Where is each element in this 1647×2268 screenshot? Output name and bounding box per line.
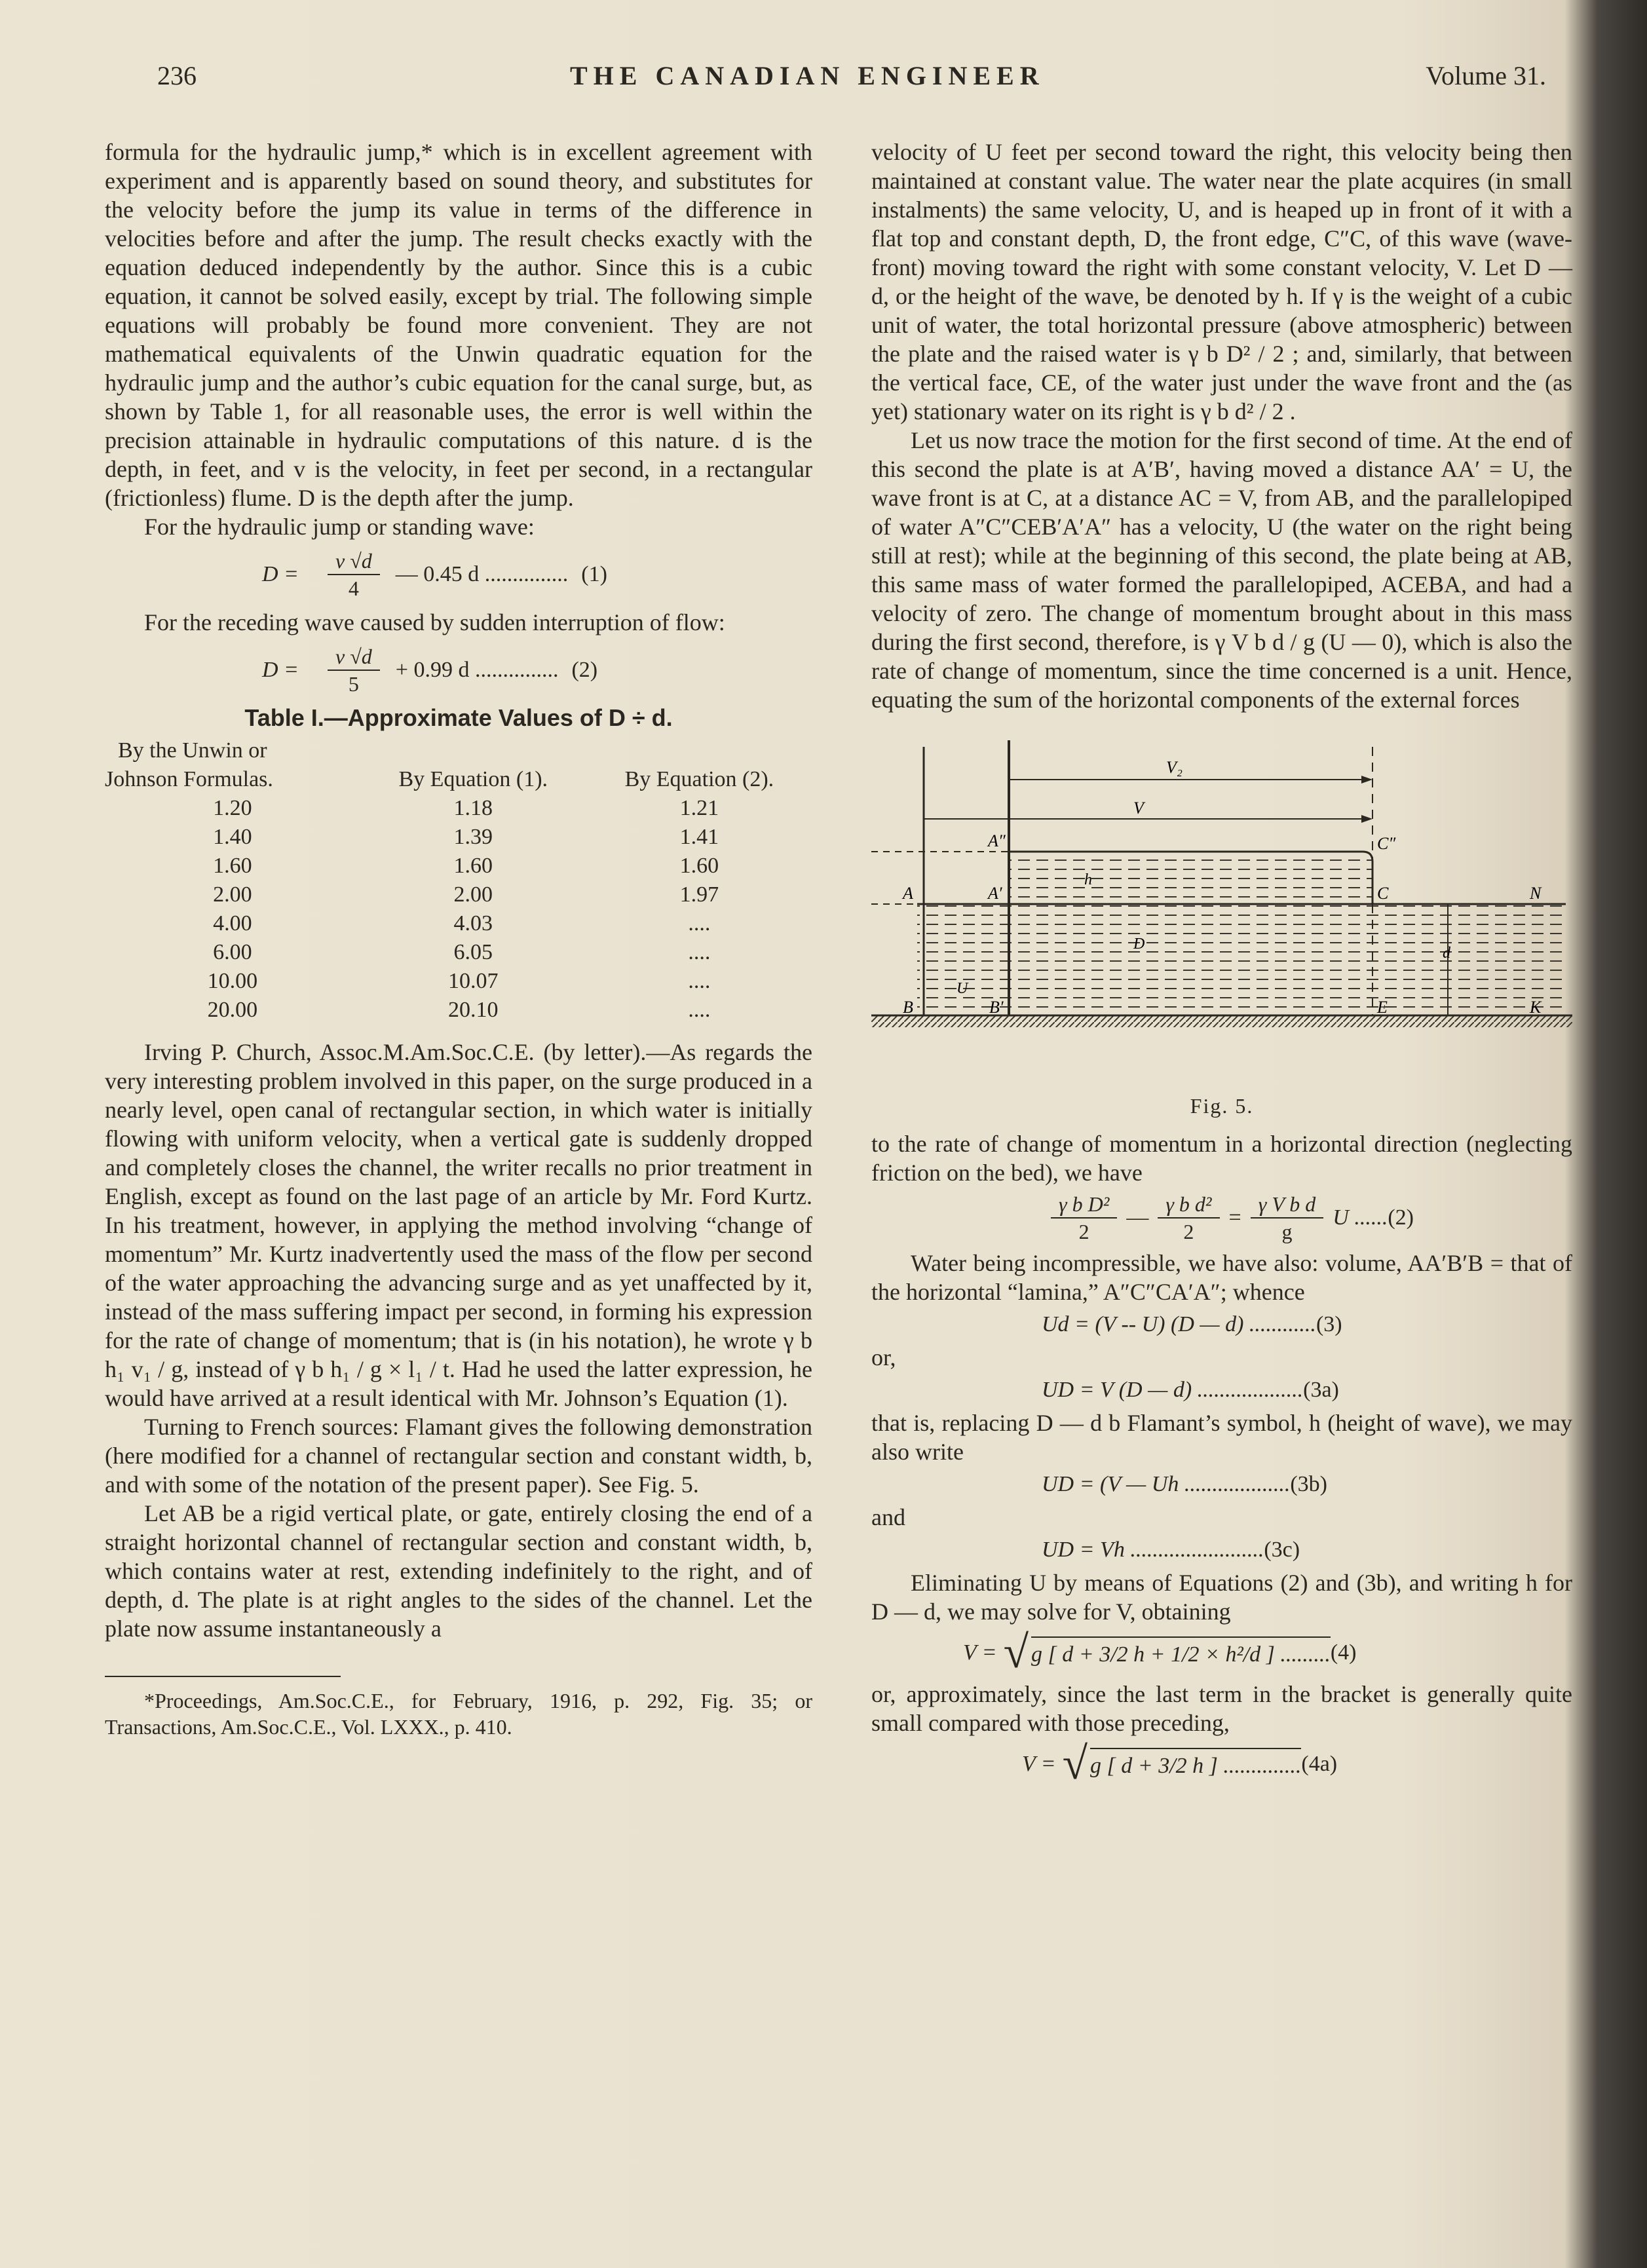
equation-4a — [1022, 1741, 1572, 1787]
label-N: N — [1530, 884, 1542, 903]
table-row — [105, 880, 812, 909]
equation-3a — [1042, 1376, 1572, 1405]
label-A: A — [903, 884, 913, 903]
table-row — [105, 794, 812, 823]
table-header-cell: By Equation (2). — [624, 767, 774, 791]
radical-sign: √ — [1003, 1627, 1029, 1678]
equation-body: UD = Vh ........................ — [1042, 1538, 1264, 1562]
fraction-numerator: γ b d² — [1158, 1191, 1219, 1219]
label-h: h — [1084, 871, 1092, 888]
table-cell: 2.00 — [213, 882, 252, 907]
paragraph: velocity of U feet per second toward the right, this velocity being then maintained at constant value. The water near the plate acquires (in small instalments) the same velocity, U, and is heaped up in front of it with a flat top and constant depth, D, the front edge, C″C, of this wave (wave-front) moving toward the right with some constant velocity, V. Let D — d, or the height of the wave, be denoted by h. If γ is the weight of a cubic unit of water, the total horizontal pressure (above atmospheric) between the plate and the raised water is γ b D² / 2 ; and, similarly, that between the vertical face, CE, of the water just under the wave front and the (as yet) stationary water on its right is γ b d² / 2 . — [871, 139, 1572, 425]
table-cell: 4.00 — [213, 911, 252, 936]
label-D: D — [1133, 936, 1145, 953]
fraction — [328, 548, 380, 601]
fraction-denominator: 4 — [348, 576, 359, 600]
equation-lhs: V = — [1022, 1752, 1056, 1776]
equation-3 — [1042, 1310, 1572, 1339]
equation-body: g [ d + 3/2 h + 1/2 × h²/d ] ......... — [1031, 1636, 1331, 1669]
table-cell: 1.18 — [453, 796, 493, 820]
table-cell: 1.40 — [213, 825, 252, 849]
fraction — [1158, 1191, 1219, 1245]
footnote-rule — [105, 1676, 341, 1677]
table-cell: .... — [688, 969, 711, 993]
equation-number: (1) — [581, 562, 607, 586]
paragraph: Irving P. Church, Assoc.M.Am.Soc.C.E. (by letter).—As regards the very interesting problem involved in this paper, on the surge produced in a nearly level, open canal of rectangular section, in which water is initially flowing with uniform velocity, when a vertical gate is suddenly dropped and completely closes the channel, the writer recalls no prior treatment in English, except as found on the last page of an article by Mr. Ford Kurtz. In his treatment, however, in applying the method involving “change of momentum” Mr. Kurtz inadvertently used the mass of the flow per second of the water approaching the advancing surge and as yet unaffected by it, instead of the mass suffering impact per second, in forming his expression for the rate of change of momentum; that is (in his notation), he wrote γ b h₁ v₁ / g, instead of γ b h₁ / g × l₁ / t. Had he used the latter expression, he would have arrived at a result identical with Mr. Johnson’s Equation (1). — [105, 1039, 812, 1411]
table-header-row — [105, 736, 812, 765]
fraction — [328, 643, 380, 697]
paragraph: that is, replacing D — d b Flamant’s symbol, h (height of wave), we may also write — [871, 1410, 1572, 1465]
label-A2: A″ — [988, 831, 1006, 850]
table-row — [105, 938, 812, 967]
table-cell: 1.60 — [213, 854, 252, 878]
equation-2 — [262, 643, 812, 697]
paragraph: formula for the hydraulic jump,* which is in excellent agreement with experiment and is apparently based on sound theory, and substitutes for the velocity before the jump its value in terms of the difference in velocities before and after the jump. The result checks exactly with the equation deduced independently by the author. Since this is a cubic equation, it cannot be solved easily, except by trial. The following simple equations will probably be found more convenient. They are not mathematical equivalents of the Unwin quadratic equation for the hydraulic jump and the author’s cubic equation for the canal surge, but, as shown by Table 1, for all reasonable uses, the error is well within the precision attainable in hydraulic computations of this nature. d is the depth, in feet, and v is the velocity, in feet per second, in a rectangular (frictionless) flume. D is the depth after the jump. — [105, 139, 812, 511]
connector-text: or, — [871, 1344, 896, 1370]
equation-number: (4a) — [1301, 1752, 1338, 1776]
equation-number: (3c) — [1264, 1538, 1300, 1562]
equation-lhs: V = — [963, 1640, 997, 1665]
table-header-cell: By the Unwin or — [118, 738, 267, 763]
fraction-denominator: 2 — [1183, 1220, 1194, 1243]
connector-text: and — [871, 1504, 905, 1530]
fraction-numerator: γ V b d — [1251, 1191, 1324, 1219]
table-cell: 2.00 — [453, 882, 493, 907]
momentum-equation: $\frac{\text{γ b D²}}{2}$ — $\frac{\text{γ b d²}}{2}$ = $\frac{\text{γ V b d}}{g}$ U ...... (2) — [1042, 1191, 1572, 1245]
label-A1: A′ — [988, 884, 1002, 903]
label-B1: B′ — [989, 998, 1004, 1017]
table-row — [105, 967, 812, 996]
table-cell: .... — [688, 940, 711, 964]
table-header-cell: By Equation (1). — [398, 767, 548, 791]
table-row — [105, 909, 812, 938]
table-title: Table I.—Approximate Values of D ÷ d. — [244, 704, 673, 731]
page-header — [157, 60, 1546, 106]
table-cell: 20.10 — [447, 998, 499, 1022]
still-water — [917, 904, 1566, 1015]
table-cell: 1.60 — [679, 854, 719, 878]
equation-body: UD = V (D — d) ................... — [1042, 1378, 1304, 1402]
equation-3b — [1042, 1470, 1572, 1499]
paragraph: Let us now trace the motion for the first second of time. At the end of this second the plate is at A′B′, having moved a distance AA′ = U, the wave front is at C, at a distance AC = V, from AB, and the parallelopiped of water A″C″CEB′A′A″ has a velocity, U (the water on the right being still at rest); while at the beginning of this second, the plate being at AB, this same mass of water formed the parallelopiped, ACEBA, and had a velocity of zero. The change of momentum brought about in this mass during the first second, therefore, is γ V b d / g (U — 0), which is also the rate of change of momentum, since the time concerned is a unit. Hence, equating the sum of the horizontal components of the external forces — [871, 427, 1572, 713]
figure-caption: Fig. 5. — [1190, 1094, 1254, 1118]
paragraph: Let AB be a rigid vertical plate, or gate, entirely closing the end of a straight horizontal channel of rectangular section and constant width, b, which contains water at rest, extending indefinitely to the right, and of depth, d. The plate is at right angles to the sides of the channel. Let the plate now assume instantaneously a — [105, 1500, 812, 1642]
fraction — [1051, 1191, 1117, 1245]
label-V: V — [1133, 799, 1144, 818]
equation-number: (3) — [1316, 1312, 1342, 1336]
equation-body: g [ d + 3/2 h ] .............. — [1090, 1748, 1301, 1781]
paragraph: Eliminating U by means of Equations (2) and (3b), and writing h for D — d, we may solve for V, obtaining — [871, 1570, 1572, 1625]
table-row — [105, 996, 812, 1025]
table-header-row — [105, 765, 812, 794]
label-K: K — [1530, 998, 1542, 1017]
label-C: C — [1377, 884, 1389, 903]
fraction-numerator: v √d — [328, 548, 380, 575]
equation-body: UD = (V — Uh ................... — [1042, 1472, 1291, 1496]
label-E: E — [1377, 998, 1388, 1017]
left-column — [105, 138, 812, 1740]
label-C2: C″ — [1377, 834, 1396, 853]
table-cell: 1.41 — [679, 825, 719, 849]
table-cell: 10.07 — [447, 969, 499, 993]
equation-body: Ud = (V -- U) (D — d) ............ — [1042, 1312, 1316, 1336]
equation-tail: + 0.99 d ............... — [395, 658, 559, 682]
table-cell: 6.05 — [453, 940, 493, 964]
channel-bed — [871, 1015, 1572, 1027]
equation-4 — [963, 1627, 1572, 1678]
table-cell: 6.00 — [213, 940, 252, 964]
paragraph: For the hydraulic jump or standing wave: — [144, 514, 535, 540]
equation-lhs: D = — [262, 658, 299, 682]
fraction-denominator: 5 — [348, 672, 359, 696]
right-column — [871, 138, 1572, 1791]
paragraph: to the rate of change of momentum in a horizontal direction (neglecting friction on the bed), we have — [871, 1131, 1572, 1186]
table-cell: 1.60 — [453, 854, 493, 878]
fraction-numerator: γ b D² — [1051, 1191, 1117, 1219]
footnote: *Proceedings, Am.Soc.C.E., for February, 1916, p. 292, Fig. 35; or Transactions, Am.Soc.C.E., Vol. LXXX., p. 410. — [105, 1689, 812, 1739]
equation-tail: U ...... — [1333, 1205, 1388, 1230]
page-number: 236 — [157, 61, 197, 90]
equation-number: (4) — [1330, 1640, 1357, 1665]
table-cell: .... — [688, 911, 711, 936]
figure-5 — [871, 727, 1572, 1081]
equation-tail: — 0.45 d ............... — [395, 562, 569, 586]
table-cell: 1.20 — [213, 796, 252, 820]
equation-number: (3a) — [1303, 1378, 1339, 1402]
paragraph: For the receding wave caused by sudden interruption of flow: — [144, 609, 725, 635]
table-cell: .... — [688, 998, 711, 1022]
equation-lhs: D = — [262, 562, 299, 586]
table-cell: 20.00 — [207, 998, 258, 1022]
fraction-numerator: v √d — [328, 643, 380, 671]
fraction — [1251, 1191, 1324, 1245]
table-cell: 1.39 — [453, 825, 493, 849]
paragraph: Turning to French sources: Flamant gives the following demonstration (here modified for a channel of rectangular section and constant width, b, and with some of the notation of the present paper). See Fig. 5. — [105, 1414, 812, 1498]
table-cell: 1.97 — [679, 882, 719, 907]
table-row — [105, 852, 812, 880]
table-header-cell: Johnson Formulas. — [105, 767, 273, 791]
table-row — [105, 823, 812, 852]
label-B: B — [903, 998, 913, 1017]
label-V2: V₂ — [1166, 758, 1183, 777]
equation-number: (3b) — [1290, 1472, 1327, 1496]
paragraph: or, approximately, since the last term in the bracket is generally quite small compared with those preceding, — [871, 1681, 1572, 1736]
table-cell: 4.03 — [453, 911, 493, 936]
paragraph: Water being incompressible, we have also: volume, AA′B′B = that of the horizontal “lamina,” A″C″CA′A″; whence — [871, 1250, 1572, 1305]
equation-1 — [262, 548, 812, 601]
raised-water — [1009, 852, 1372, 904]
label-d: d — [1443, 945, 1450, 962]
fraction-denominator: g — [1281, 1220, 1293, 1243]
label-U: U — [956, 980, 968, 997]
table-cell: 1.21 — [679, 796, 719, 820]
table-cell: 10.00 — [207, 969, 258, 993]
volume-label: Volume 31. — [1426, 61, 1546, 90]
equation-3c — [1042, 1536, 1572, 1564]
fraction-denominator: 2 — [1078, 1220, 1089, 1243]
equation-number: (2) — [571, 658, 598, 682]
equation-number: (2) — [1388, 1205, 1414, 1230]
table-1 — [105, 736, 812, 1025]
journal-title: THE CANADIAN ENGINEER — [570, 61, 1045, 90]
radical-sign: √ — [1062, 1739, 1088, 1789]
